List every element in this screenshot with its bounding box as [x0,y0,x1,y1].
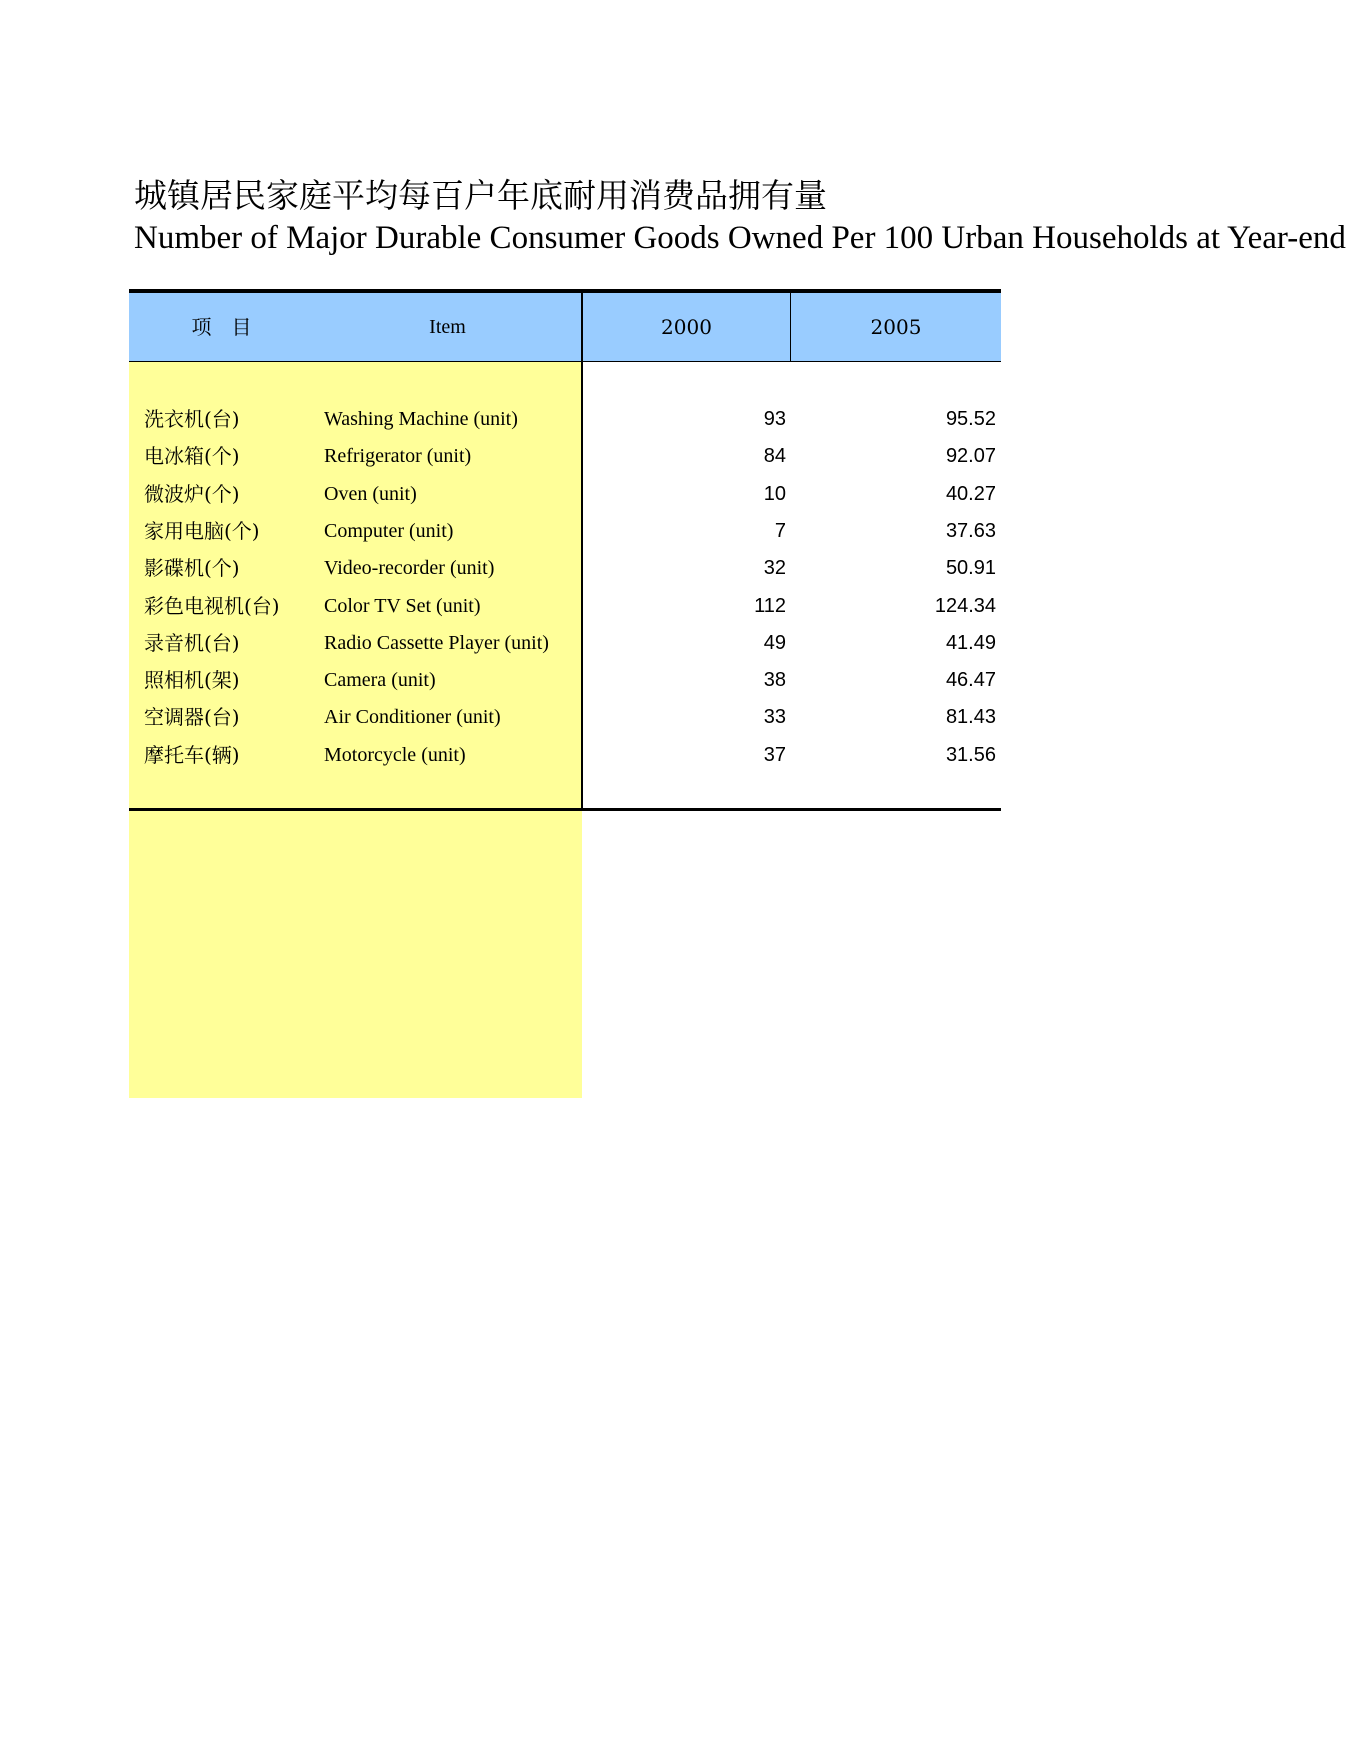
table-row [129,699,1001,736]
value-2005: 40.27 [945,482,996,505]
item-name-en: Camera (unit) [324,669,436,692]
value-2000: 32 [763,557,786,580]
item-name-zh: 摩托车(辆) [144,742,240,767]
value-2000: 37 [763,743,786,766]
value-2005: 31.56 [945,743,996,766]
item-name-zh: 洗衣机(台) [144,407,240,431]
table-row [129,438,1001,475]
item-name-zh: 家用电脑(个) [144,518,260,543]
durable-goods-table [129,289,1001,811]
item-name-en: Air Conditioner (unit) [324,706,501,729]
title-chinese: 城镇居民家庭平均每百户年底耐用消费品拥有量 [134,176,827,215]
header-item-en: Item [429,316,466,338]
item-name-zh: 影碟机(个) [144,556,240,581]
table-row [129,401,1001,438]
table-row [129,476,1001,513]
value-2005: 46.47 [945,669,996,692]
value-2000: 84 [763,445,786,468]
value-2000: 10 [763,482,786,505]
item-name-zh: 录音机(台) [144,630,240,655]
item-name-en: Washing Machine (unit) [324,408,518,430]
table-row [129,513,1001,550]
header-year-2000: 2000 [661,315,712,339]
value-2000: 93 [763,408,786,430]
item-name-zh: 微波炉(个) [144,481,240,506]
table-row [129,737,1001,774]
item-name-zh: 彩色电视机(台) [144,593,280,618]
title-english: Number of Major Durable Consumer Goods Owned Per 100 Urban Households at Year-end [134,220,1346,256]
value-2005: 95.52 [945,408,996,430]
item-name-en: Radio Cassette Player (unit) [324,631,549,654]
value-2000: 38 [763,669,786,692]
value-2005: 41.49 [945,631,996,654]
item-name-en: Motorcycle (unit) [324,743,466,766]
value-2005: 37.63 [945,519,996,542]
item-name-zh: 电冰箱(个) [144,444,240,469]
value-2005: 124.34 [934,594,996,617]
item-name-en: Video-recorder (unit) [324,557,495,580]
value-2005: 81.43 [945,706,996,729]
item-name-en: Oven (unit) [324,482,417,505]
item-name-zh: 照相机(架) [144,668,240,693]
value-2005: 92.07 [945,445,996,468]
header-item-zh: 项 目 [191,315,252,339]
item-name-en: Computer (unit) [324,519,454,542]
table-row [129,625,1001,662]
table-row [129,550,1001,587]
header-year-2005: 2005 [870,315,922,339]
table-bottom-rule [129,808,1001,811]
table-row [129,662,1001,699]
item-name-zh: 空调器(台) [144,705,240,730]
value-2000: 33 [763,706,786,729]
value-2000: 7 [774,519,786,542]
item-name-en: Color TV Set (unit) [324,594,481,617]
table-row [129,588,1001,625]
value-2000: 112 [754,594,786,617]
value-2005: 50.91 [945,557,996,580]
value-2000: 49 [763,631,786,654]
item-name-en: Refrigerator (unit) [324,445,472,468]
title-english-clip [134,216,1346,262]
